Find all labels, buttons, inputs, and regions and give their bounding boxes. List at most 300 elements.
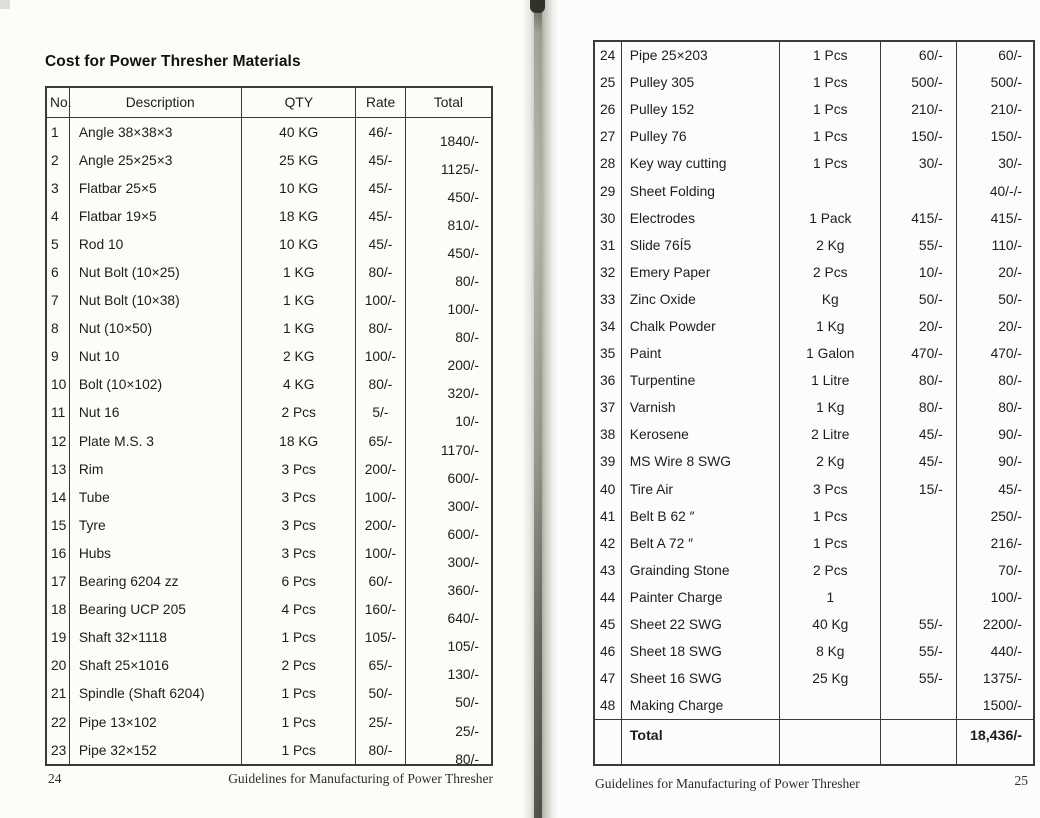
book-spine-top-edge (530, 0, 545, 13)
row-rate-cell (356, 624, 406, 652)
row-no-cell (595, 530, 622, 557)
row-qty-cell (780, 367, 881, 394)
row-qty-cell (780, 123, 881, 150)
row-total-cell-text: 50/- (455, 695, 479, 711)
row-description-cell (70, 511, 242, 539)
row-qty-cell (242, 680, 356, 708)
page-title: Cost for Power Thresher Materials (45, 53, 301, 70)
row-total-cell (957, 69, 1033, 96)
table-row (47, 174, 491, 205)
row-qty-cell (242, 146, 356, 174)
row-rate-cell-text: 45/- (918, 427, 943, 443)
row-qty-cell-text: 2 Pcs (281, 658, 316, 674)
row-qty-cell (242, 287, 356, 315)
row-rate-cell-text: 80/- (368, 377, 393, 393)
row-qty-cell-text: 1 KG (282, 265, 315, 281)
row-qty-cell-text: 1 Pcs (813, 535, 848, 551)
row-description-cell-text: Rim (78, 461, 104, 477)
row-total-cell-text: 216/- (990, 535, 1023, 551)
row-description-cell-text: Bolt (10×102) (78, 377, 163, 393)
row-qty-cell (242, 539, 356, 567)
row-rate-cell (881, 611, 956, 638)
row-description-cell-text: Sheet 16 SWG (629, 671, 722, 687)
row-qty-cell-text: 1 Pcs (281, 686, 316, 702)
row-total-cell (957, 665, 1033, 692)
row-total-cell-text: 70/- (998, 562, 1023, 578)
row-qty-cell (242, 596, 356, 624)
row-rate-cell (356, 230, 406, 258)
row-description-cell (70, 315, 242, 343)
table-row (47, 371, 491, 402)
row-rate-cell-text: 210/- (911, 102, 943, 118)
row-total-cell-text: 80/- (455, 274, 479, 290)
row-total-cell-text: 640/- (447, 611, 479, 627)
header-description: Description (70, 88, 242, 117)
row-description-cell-text: Turpentine (629, 373, 696, 389)
row-description-cell (622, 69, 781, 96)
row-no-cell-text: 34 (600, 318, 616, 334)
row-total-cell-text: 10/- (455, 414, 479, 430)
row-rate-cell (881, 123, 956, 150)
row-rate-cell-text: 415/- (911, 210, 943, 226)
row-total-cell (406, 539, 491, 570)
row-no-cell (595, 367, 622, 394)
row-description-cell (622, 340, 781, 367)
table-row (595, 665, 1033, 692)
row-no-cell (47, 511, 70, 539)
row-total-cell-text: 320/- (447, 386, 479, 402)
row-description-cell-text: Shaft 25×1016 (78, 658, 169, 674)
row-total-cell-text: 360/- (447, 583, 479, 599)
row-no-cell-text: 45 (600, 617, 616, 633)
row-qty-cell-text: 1 Pcs (813, 75, 848, 91)
row-qty-cell (242, 483, 356, 511)
row-description-cell-text: Shaft 32×1118 (78, 630, 167, 646)
row-no-cell (47, 652, 70, 680)
row-description-cell-text: MS Wire 8 SWG (629, 454, 731, 470)
row-rate-cell (356, 568, 406, 596)
row-qty-cell-text: 2 Litre (811, 427, 850, 443)
row-rate-cell (356, 258, 406, 286)
row-total-cell-text: 250/- (990, 508, 1023, 524)
row-rate-cell (881, 584, 956, 611)
table-row (47, 511, 491, 542)
header-rate: Rate (356, 88, 406, 117)
row-rate-cell (356, 596, 406, 624)
row-rate-cell-text: 50/- (368, 686, 393, 702)
table-row (595, 232, 1033, 259)
row-rate-cell (881, 96, 956, 123)
row-total-cell-text: 600/- (447, 526, 479, 542)
row-total-cell-text: 45/- (998, 481, 1023, 497)
row-total-cell (406, 315, 491, 346)
table-row (47, 146, 491, 177)
row-description-cell (70, 118, 242, 146)
row-rate-cell-text: 80/- (918, 373, 943, 389)
row-total-cell (957, 421, 1033, 448)
row-description-cell-text: Spindle (Shaft 6204) (78, 686, 205, 702)
row-total-cell (957, 394, 1033, 421)
row-no-cell-text: 30 (600, 210, 616, 226)
row-total-cell-text: 1170/- (440, 442, 479, 458)
row-total-cell-text: 500/- (990, 75, 1023, 91)
row-description-cell-text: Pulley 152 (629, 102, 695, 118)
row-no-cell-text: 33 (600, 291, 616, 307)
row-rate-cell (356, 146, 406, 174)
row-no-cell (47, 539, 70, 567)
materials-table-page-24 (45, 86, 493, 766)
row-qty-cell-text: 25 Kg (812, 671, 849, 687)
row-qty-cell (780, 42, 881, 69)
row-total-cell (406, 202, 491, 233)
row-qty-cell (242, 736, 356, 764)
row-no-cell (595, 286, 622, 313)
table-row (595, 123, 1033, 150)
row-qty-cell-text: 1 Pcs (281, 714, 316, 730)
row-rate-cell-text: 80/- (368, 321, 393, 337)
row-no-cell (595, 150, 622, 177)
row-total-cell-text: 810/- (447, 217, 479, 233)
row-description-cell-text: Pipe 13×102 (78, 714, 157, 730)
row-no-cell (47, 202, 70, 230)
row-total-cell-text: 1500/- (982, 698, 1023, 714)
row-qty-cell-text: 1 Pcs (813, 129, 848, 145)
row-total-cell-text: 90/- (998, 427, 1023, 443)
table-row (595, 638, 1033, 665)
row-qty-cell-text: 10 KG (279, 180, 319, 196)
row-description-cell-text: Bearing UCP 205 (78, 602, 186, 618)
row-description-cell (622, 177, 781, 204)
row-total-cell (406, 596, 491, 627)
row-description-cell-text: Bearing 6204 zz (78, 574, 179, 590)
row-rate-cell (881, 340, 956, 367)
row-no-cell-text: 4 (51, 208, 59, 224)
row-no-cell (595, 313, 622, 340)
row-rate-cell-text: 45/- (918, 454, 943, 470)
row-rate-cell-text: 105/- (364, 630, 397, 646)
row-no-cell (595, 259, 622, 286)
row-no-cell-text: 17 (51, 574, 67, 590)
row-rate-cell (881, 448, 956, 475)
row-description-cell-text: Pipe 25×203 (629, 48, 708, 64)
row-qty-cell-text: 1 Galon (806, 346, 855, 362)
row-rate-cell (881, 69, 956, 96)
row-no-cell (47, 371, 70, 399)
row-rate-cell-text: 65/- (368, 433, 393, 449)
table-row (47, 624, 491, 655)
row-qty-cell (242, 568, 356, 596)
row-qty-cell (242, 371, 356, 399)
row-qty-cell (780, 503, 881, 530)
row-rate-cell (881, 638, 956, 665)
row-no-cell-text: 25 (600, 75, 616, 91)
row-description-cell (622, 421, 781, 448)
row-total-cell (957, 150, 1033, 177)
row-total-cell (957, 205, 1033, 232)
row-no-cell (595, 476, 622, 503)
row-qty-cell (780, 232, 881, 259)
row-no-cell-text: 21 (51, 686, 67, 702)
row-rate-cell-text: 500/- (911, 75, 943, 91)
row-rate-cell (881, 150, 956, 177)
row-rate-cell-text: 10/- (918, 264, 943, 280)
row-no-cell-text: 3 (51, 180, 59, 196)
row-qty-cell-text: 2 KG (282, 349, 315, 365)
row-total-cell-text: 25/- (455, 723, 479, 739)
row-no-cell-text: 31 (600, 237, 616, 253)
header-qty: QTY (242, 88, 356, 117)
row-total-cell-text: 80/- (998, 400, 1023, 416)
row-description-cell (70, 680, 242, 708)
row-total-cell (406, 174, 491, 205)
row-qty-cell-text: 1 Kg (816, 400, 845, 416)
row-qty-cell-text: 3 Pcs (281, 517, 316, 533)
row-rate-cell (881, 205, 956, 232)
row-total-cell (406, 680, 491, 711)
table-row (47, 427, 491, 458)
row-no-cell-text: 29 (600, 183, 616, 199)
row-no-cell (47, 483, 70, 511)
row-description-cell (70, 708, 242, 736)
row-description-cell-text: Angle 38×38×3 (78, 124, 173, 140)
row-no-cell (47, 287, 70, 315)
row-description-cell-text: Key way cutting (629, 156, 727, 172)
table-row (595, 205, 1033, 232)
row-no-cell-text: 23 (51, 742, 67, 758)
row-description-cell (70, 174, 242, 202)
table-row (595, 421, 1033, 448)
row-no-cell-text: 16 (51, 545, 67, 561)
row-rate-cell-text: 160/- (364, 602, 397, 618)
table-row (595, 584, 1033, 611)
row-rate-cell (356, 511, 406, 539)
table-row (595, 394, 1033, 421)
row-total-cell-text: 470/- (990, 346, 1023, 362)
row-rate-cell (881, 259, 956, 286)
row-total-cell-text: 300/- (447, 554, 479, 570)
row-description-cell-text: Belt A 72 ″ (629, 535, 693, 551)
row-description-cell-text: Varnish (629, 400, 676, 416)
header-total: Total (433, 95, 463, 110)
row-qty-cell (242, 399, 356, 427)
row-no-cell (595, 638, 622, 665)
table-body (595, 42, 1033, 719)
page-number-left: 24 (48, 771, 62, 786)
row-no-cell (47, 624, 70, 652)
row-description-cell (622, 503, 781, 530)
row-description-cell (622, 476, 781, 503)
row-total-cell (957, 503, 1033, 530)
row-total-cell (406, 230, 491, 261)
row-qty-cell (780, 584, 881, 611)
row-rate-cell (356, 174, 406, 202)
row-no-cell (595, 205, 622, 232)
table-row (47, 539, 491, 570)
row-no-cell-text: 47 (600, 671, 616, 687)
table-row (595, 340, 1033, 367)
row-no-cell-text: 12 (51, 433, 67, 449)
row-qty-cell-text: 2 Pcs (281, 405, 316, 421)
row-no-cell (47, 596, 70, 624)
row-rate-cell (356, 315, 406, 343)
row-qty-cell (242, 315, 356, 343)
row-description-cell (70, 287, 242, 315)
row-no-cell (47, 258, 70, 286)
row-total-cell-text: 100/- (447, 302, 479, 318)
row-description-cell-text: Pipe 32×152 (78, 742, 157, 758)
row-no-cell-text: 46 (600, 644, 616, 660)
row-total-cell (957, 692, 1033, 719)
row-total-cell-text: 20/- (998, 264, 1023, 280)
row-total-cell (406, 258, 491, 290)
row-description-cell-text: Angle 25×25×3 (78, 152, 173, 168)
row-description-cell-text: Painter Charge (629, 589, 723, 605)
row-no-cell-text: 43 (600, 562, 616, 578)
table-row (47, 568, 491, 599)
running-title-right: Guidelines for Manufacturing of Power Thresher (595, 776, 860, 791)
row-total-cell-text: 450/- (447, 189, 479, 205)
row-description-cell-text: Sheet 22 SWG (629, 617, 722, 633)
row-rate-cell (881, 286, 956, 313)
row-description-cell (622, 42, 781, 69)
row-description-cell (70, 455, 242, 483)
row-total-cell-text: 210/- (990, 102, 1023, 118)
row-rate-cell (881, 692, 956, 719)
row-description-cell (622, 205, 781, 232)
row-description-cell (70, 736, 242, 764)
row-rate-cell-text: 100/- (364, 349, 397, 365)
row-no-cell-text: 37 (600, 400, 616, 416)
row-description-cell-text: Flatbar 19×5 (78, 208, 157, 224)
row-description-cell (622, 692, 781, 719)
row-description-cell (70, 483, 242, 511)
row-total-cell-text: 200/- (447, 358, 479, 374)
row-description-cell (70, 427, 242, 455)
table-row (595, 259, 1033, 286)
row-no-cell (47, 315, 70, 343)
row-description-cell-text: Making Charge (629, 698, 724, 714)
row-no-cell-text: 2 (51, 152, 59, 168)
row-total-cell-text: 1125/- (440, 161, 479, 177)
row-no-cell (595, 692, 622, 719)
row-total-cell (957, 476, 1033, 503)
row-total-cell-text: 450/- (447, 245, 479, 261)
row-rate-cell-text: 45/- (368, 180, 393, 196)
row-no-cell-text: 8 (51, 321, 59, 337)
row-no-cell (47, 230, 70, 258)
row-rate-cell (356, 652, 406, 680)
table-row (47, 230, 491, 261)
book-spine-shadow (534, 0, 542, 818)
total-label: Total (622, 720, 781, 764)
row-no-cell (47, 736, 70, 764)
row-qty-cell-text: 1 KG (282, 293, 315, 309)
row-no-cell-text: 10 (51, 377, 67, 393)
row-total-cell-text: 440/- (990, 644, 1023, 660)
row-description-cell (622, 530, 781, 557)
row-description-cell (622, 665, 781, 692)
row-total-cell (957, 177, 1033, 204)
row-qty-cell (780, 205, 881, 232)
row-rate-cell-text: 60/- (918, 48, 943, 64)
row-qty-cell (242, 230, 356, 258)
row-total-cell-text: 2200/- (982, 617, 1023, 633)
row-rate-cell (356, 371, 406, 399)
row-no-cell (595, 123, 622, 150)
row-qty-cell-text: 6 Pcs (281, 574, 316, 590)
row-qty-cell (242, 511, 356, 539)
row-no-cell (595, 448, 622, 475)
row-description-cell-text: Belt B 62 ″ (629, 508, 695, 524)
row-qty-cell (242, 174, 356, 202)
row-qty-cell (780, 665, 881, 692)
row-rate-cell (881, 232, 956, 259)
row-description-cell (622, 557, 781, 584)
row-total-cell (957, 313, 1033, 340)
row-qty-cell (780, 96, 881, 123)
row-total-cell (406, 736, 491, 767)
table-row (595, 476, 1033, 503)
row-no-cell (595, 584, 622, 611)
row-no-cell (47, 118, 70, 146)
row-total-cell (957, 530, 1033, 557)
row-rate-cell (881, 367, 956, 394)
row-rate-cell (356, 455, 406, 483)
row-description-cell-text: Tube (78, 489, 110, 505)
row-qty-cell (780, 313, 881, 340)
table-header-row (47, 88, 491, 118)
row-no-cell (47, 680, 70, 708)
row-rate-cell-text: 5/- (372, 405, 389, 421)
row-no-cell-text: 26 (600, 102, 616, 118)
row-no-cell-text: 44 (600, 589, 616, 605)
table-row (595, 286, 1033, 313)
row-qty-cell-text: 3 Pcs (281, 461, 316, 477)
row-description-cell-text: Kerosene (629, 427, 689, 443)
row-qty-cell (780, 286, 881, 313)
row-rate-cell (356, 343, 406, 371)
row-rate-cell-text: 45/- (368, 152, 393, 168)
row-no-cell-text: 15 (51, 517, 67, 533)
row-rate-cell (881, 42, 956, 69)
row-rate-cell-text: 55/- (918, 237, 943, 253)
row-rate-cell-text: 55/- (918, 617, 943, 633)
table-row (47, 652, 491, 683)
row-description-cell-text: Sheet 18 SWG (629, 644, 722, 660)
row-rate-cell (356, 287, 406, 315)
row-no-cell (595, 503, 622, 530)
row-no-cell (595, 557, 622, 584)
row-description-cell (622, 448, 781, 475)
row-no-cell (47, 568, 70, 596)
row-rate-cell-text: 46/- (368, 124, 393, 140)
row-total-cell-text: 80/- (998, 373, 1023, 389)
row-qty-cell-text: 40 Kg (812, 617, 849, 633)
row-total-cell-text: 50/- (998, 291, 1023, 307)
row-rate-cell (881, 557, 956, 584)
row-rate-cell-text: 100/- (364, 489, 397, 505)
table-row (47, 708, 491, 739)
row-description-cell (70, 202, 242, 230)
row-description-cell (70, 343, 242, 371)
table-body (47, 118, 491, 767)
row-description-cell-text: Grainding Stone (629, 562, 730, 578)
table-row (595, 69, 1033, 96)
row-no-cell-text: 28 (600, 156, 616, 172)
row-rate-cell (881, 476, 956, 503)
row-qty-cell (780, 638, 881, 665)
row-total-cell (957, 286, 1033, 313)
